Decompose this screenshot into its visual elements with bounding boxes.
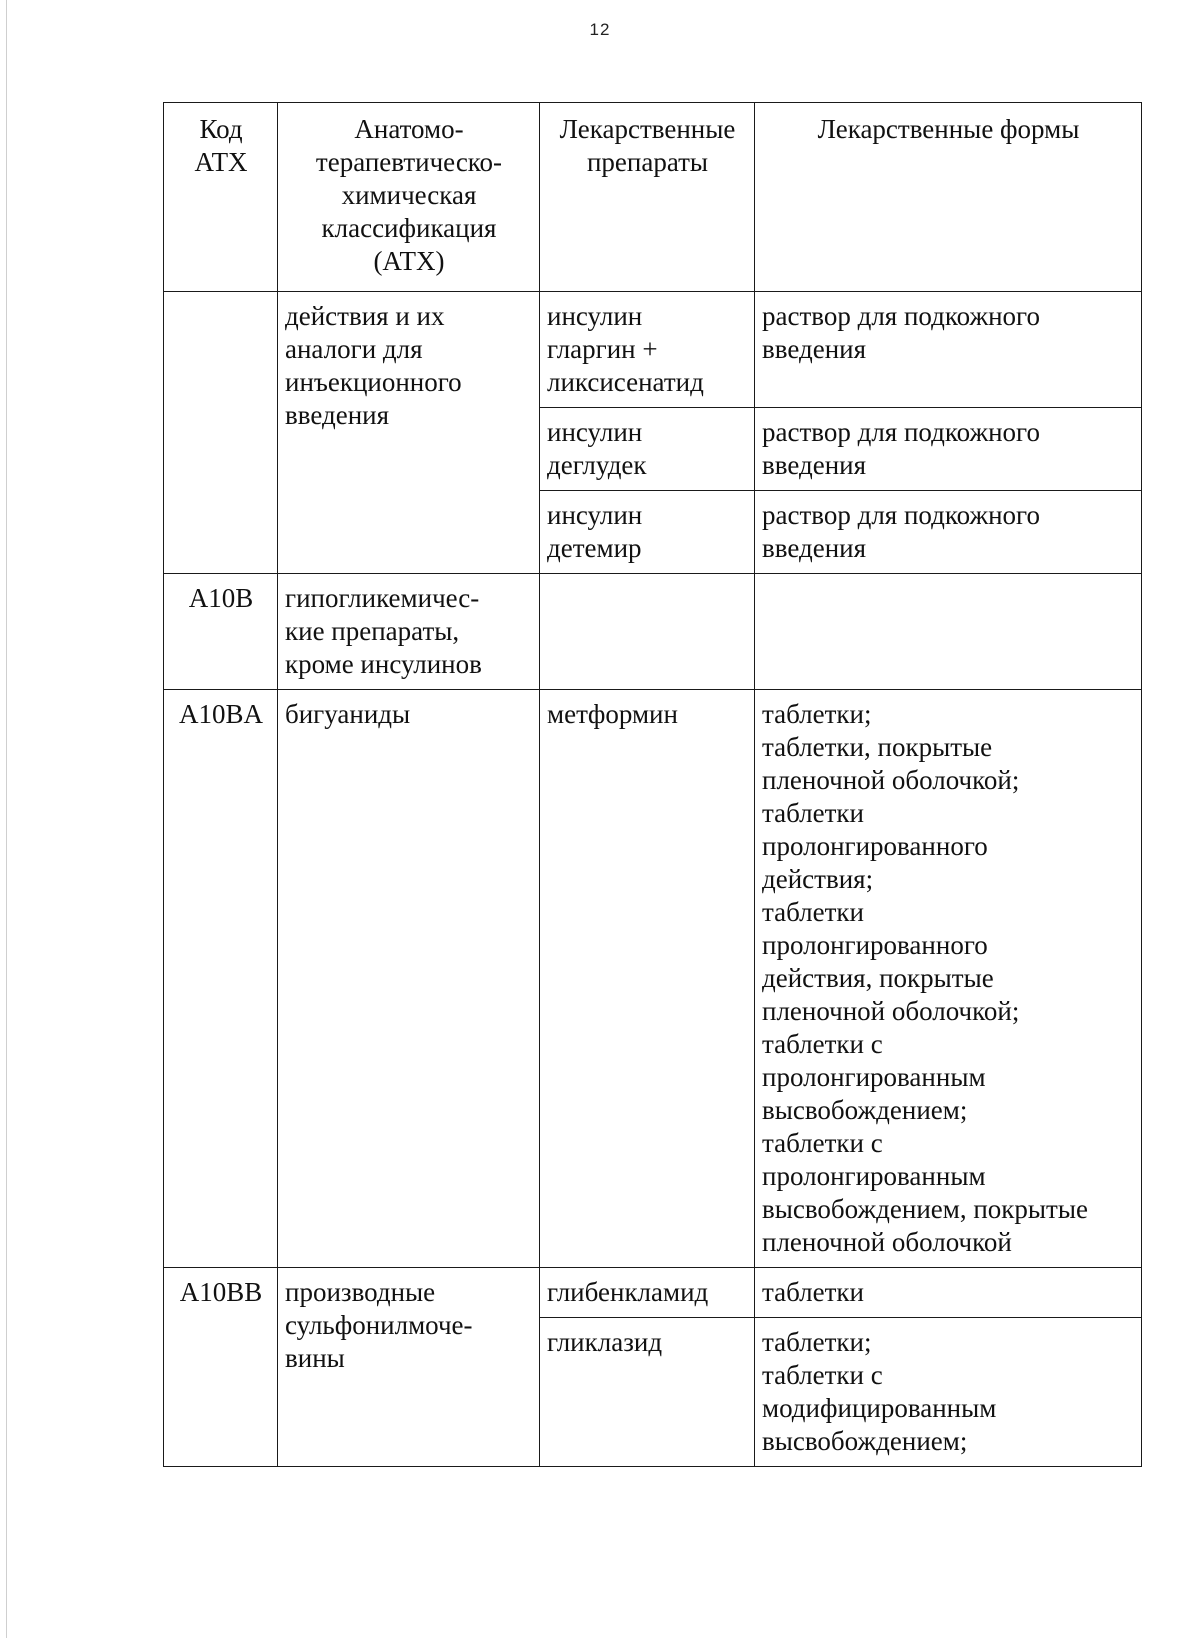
drug-cell: гликлазид bbox=[540, 1318, 755, 1467]
drug-cell: инсулин гларгин + ликсисенатид bbox=[540, 292, 755, 408]
drug-cell: глибенкламид bbox=[540, 1268, 755, 1318]
table-row bbox=[164, 574, 1142, 690]
table-header bbox=[164, 103, 1142, 292]
dosage-form-cell: таблетки; таблетки с модифицированным высвобождением; bbox=[755, 1318, 1142, 1467]
drug-cell: метформин bbox=[540, 690, 755, 1268]
atx-classification-table bbox=[163, 102, 1142, 1467]
header-drugs: Лекарственные препараты bbox=[540, 103, 755, 292]
classification-cell: гипогликемичес- кие препараты, кроме инсулинов bbox=[278, 574, 540, 690]
dosage-form-cell bbox=[755, 574, 1142, 690]
dosage-form-cell: раствор для подкожного введения bbox=[755, 292, 1142, 408]
header-row bbox=[164, 103, 1142, 292]
drug-cell: инсулин детемир bbox=[540, 491, 755, 574]
header-atx-classification: Анатомо- терапевтическо- химическая классификация (АТХ) bbox=[278, 103, 540, 292]
dosage-form-cell: таблетки bbox=[755, 1268, 1142, 1318]
table-row bbox=[164, 690, 1142, 1268]
drug-cell: инсулин деглудек bbox=[540, 408, 755, 491]
dosage-form-cell: раствор для подкожного введения bbox=[755, 491, 1142, 574]
scan-edge-line bbox=[6, 0, 7, 1638]
table-row bbox=[164, 1268, 1142, 1318]
header-atx-code: Код АТХ bbox=[164, 103, 278, 292]
atx-code-cell: A10B bbox=[164, 574, 278, 690]
page-number: 12 bbox=[589, 20, 611, 39]
header-dosage-forms: Лекарственные формы bbox=[755, 103, 1142, 292]
table-row bbox=[164, 292, 1142, 408]
dosage-form-cell: раствор для подкожного введения bbox=[755, 408, 1142, 491]
drug-cell bbox=[540, 574, 755, 690]
dosage-form-cell: таблетки; таблетки, покрытые пленочной оболочкой; таблетки пролонгированного действия; таблетки пролонгированного действия, покрытые пленочной оболочкой; таблетки с пролонгированным высвобождением; таблетки с пролонгированным высвобождением, покрытые пленочной оболочкой bbox=[755, 690, 1142, 1268]
table-body bbox=[164, 292, 1142, 1467]
atx-code-cell: A10BB bbox=[164, 1268, 278, 1467]
atx-code-cell bbox=[164, 292, 278, 574]
classification-cell: бигуаниды bbox=[278, 690, 540, 1268]
classification-cell: действия и их аналоги для инъекционного введения bbox=[278, 292, 540, 574]
atx-code-cell: A10BA bbox=[164, 690, 278, 1268]
classification-cell: производные сульфонилмоче- вины bbox=[278, 1268, 540, 1467]
